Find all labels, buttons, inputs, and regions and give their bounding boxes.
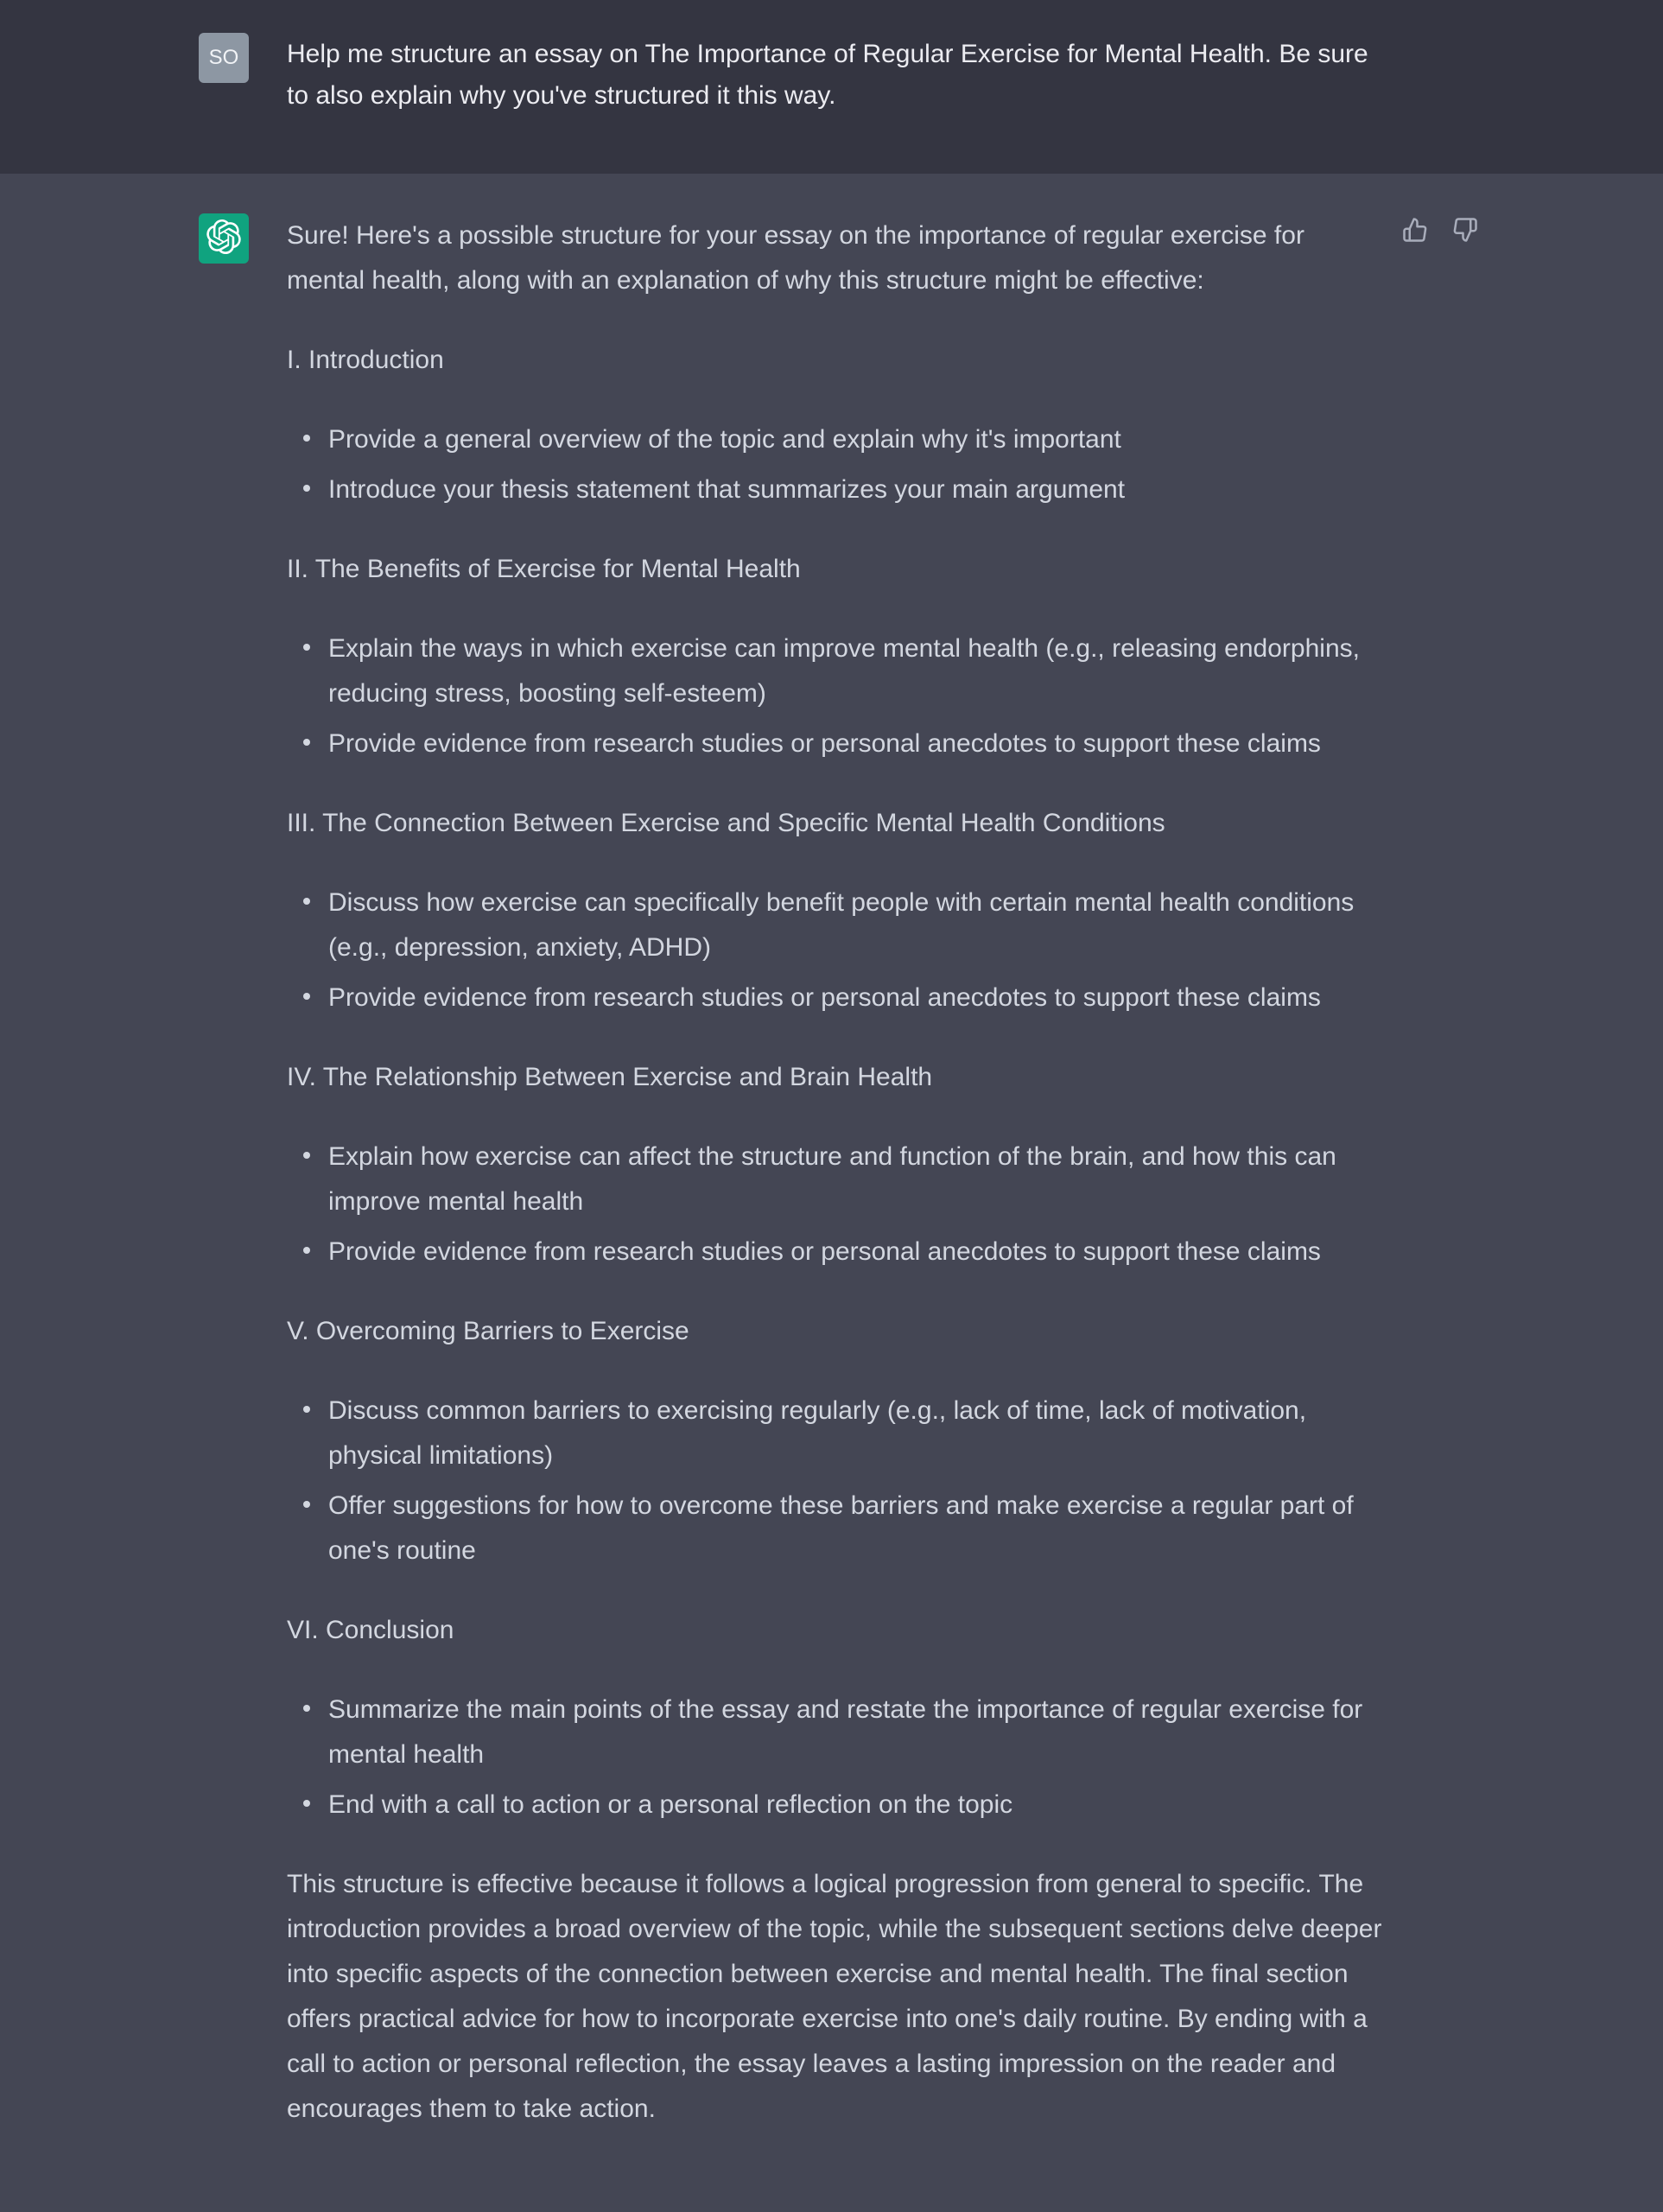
section-heading: IV. The Relationship Between Exercise and Brain Health [287, 1063, 933, 1091]
section-bullet-list [287, 626, 1384, 766]
bullet-item: Provide a general overview of the topic and explain why it's important [328, 417, 1384, 462]
bullet-item: Provide evidence from research studies or personal anecdotes to support these claims [328, 721, 1384, 766]
bullet-item: Offer suggestions for how to overcome these barriers and make exercise a regular part of one's routine [328, 1484, 1384, 1573]
bullet-item: Discuss how exercise can specifically benefit people with certain mental health conditions (e.g., depression, anxiety, ADHD) [328, 880, 1384, 970]
chatgpt-logo-icon [206, 219, 241, 258]
bullet-item: Provide evidence from research studies or personal anecdotes to support these claims [328, 976, 1384, 1020]
user-message-row [0, 0, 1663, 174]
thumbs-up-icon [1402, 217, 1428, 245]
bullet-item: Explain how exercise can affect the structure and function of the brain, and how this can improve mental health [328, 1135, 1384, 1224]
assistant-message-row [0, 174, 1663, 2212]
assistant-intro: Sure! Here's a possible structure for your essay on the importance of regular exercise for mental health, along with an explanation of why this structure might be effective: [287, 221, 1304, 295]
bullet-item: Discuss common barriers to exercising regularly (e.g., lack of time, lack of motivation, physical limitations) [328, 1389, 1384, 1478]
bullet-item: Provide evidence from research studies or personal anecdotes to support these claims [328, 1230, 1384, 1274]
section-heading: V. Overcoming Barriers to Exercise [287, 1317, 689, 1345]
section-bullet-list [287, 417, 1384, 512]
user-avatar-initials: SO [208, 46, 239, 69]
user-avatar [199, 33, 249, 83]
section-heading: III. The Connection Between Exercise and Specific Mental Health Conditions [287, 809, 1165, 837]
user-message-text: Help me structure an essay on The Importance of Regular Exercise for Mental Health. Be sure to also explain why you've structured it this way. [287, 40, 1368, 110]
bullet-item: Explain the ways in which exercise can improve mental health (e.g., releasing endorphins, reducing stress, boosting self-esteem) [328, 626, 1384, 716]
section-bullet-list [287, 1389, 1384, 1573]
thumbs-down-button[interactable] [1451, 217, 1479, 245]
section-bullet-list [287, 880, 1384, 1020]
section-bullet-list [287, 1688, 1384, 1827]
thumbs-down-icon [1452, 217, 1478, 245]
assistant-outro: This structure is effective because it follows a logical progression from general to specific. The introduction provides a broad overview of the topic, while the subsequent sections delve deeper into specific aspects of the connection between exercise and mental health. The final section offers practical advice for how to incorporate exercise into one's daily routine. By ending with a call to action or personal reflection, the essay leaves a lasting impression on the reader and encourages them to take action. [287, 1870, 1382, 2123]
section-heading: II. The Benefits of Exercise for Mental Health [287, 555, 801, 583]
bullet-item: Introduce your thesis statement that summarizes your main argument [328, 467, 1384, 512]
assistant-avatar [199, 213, 249, 264]
section-heading: I. Introduction [287, 346, 444, 374]
message-actions [1401, 217, 1479, 245]
section-heading: VI. Conclusion [287, 1616, 454, 1644]
section-bullet-list [287, 1135, 1384, 1274]
bullet-item: Summarize the main points of the essay and restate the importance of regular exercise for mental health [328, 1688, 1384, 1777]
thumbs-up-button[interactable] [1401, 217, 1429, 245]
bullet-item: End with a call to action or a personal reflection on the topic [328, 1783, 1384, 1827]
assistant-message-body [287, 213, 1384, 2132]
